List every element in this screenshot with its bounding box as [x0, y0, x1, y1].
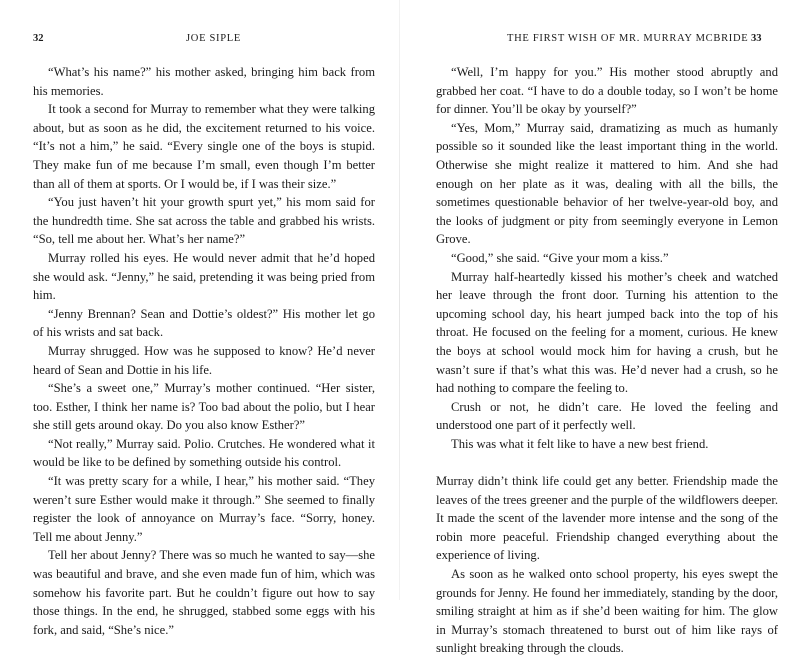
- paragraph: It took a second for Murray to remember what they were talking about, but as soon as he did, the excitement returned to his voice. “It’s not a him,” he said. “Every single one of the boys is stupid. They make fun of me because I’m small, even though I’m better than all of them at sports. Or I would be, if I was their size.”: [33, 102, 375, 191]
- page-body: [33, 63, 375, 639]
- paragraph: “Well, I’m happy for you.” His mother stood abruptly and grabbed her coat. “I have to do a double today, so I won’t be home for dinner. You’ll be okay by yourself?”: [436, 65, 778, 117]
- paragraph: “It was pretty scary for a while, I hear,” his mother said. “They weren’t sure Esther would make it through.” She seemed to finally register the look of annoyance on Murray’s face. “Sorry, honey. Tell me about Jenny.”: [33, 474, 375, 544]
- paragraph: Murray half-heartedly kissed his mother’s cheek and watched her leave through the front door. Turning his attention to the upcoming school day, his heart jumped back into the top of his throat. He focused on the feeling for a moment, curious. He knew the boys at school would mock him for having a crush, but he wasn’t sure if that’s what this was. He’d never had a crush, so he had nothing to compare the feeling to.: [436, 269, 778, 396]
- running-head-title: THE FIRST WISH OF MR. MURRAY MCBRIDE: [507, 33, 749, 44]
- paragraph: “Jenny Brennan? Sean and Dottie’s oldest?” His mother let go of his wrists and sat back.: [33, 306, 375, 340]
- paragraph: “She’s a sweet one,” Murray’s mother continued. “Her sister, too. Esther, I think her name is? Too bad about the polio, but I hear she still gets around okay. Do you also know Esther?”: [33, 381, 375, 433]
- paragraph: “Good,” she said. “Give your mom a kiss.”: [451, 250, 669, 265]
- paragraph: “Not really,” Murray said. Polio. Crutches. He wondered what it would be like to be defined by something outside his control.: [33, 436, 375, 470]
- paragraph: As soon as he walked onto school property, his eyes swept the grounds for Jenny. He found her immediately, standing by the door, smiling straight at him as if she’d been waiting for him. The glow in Murray’s stomach threatened to burst out of him like rays of sunlight breaking through the clouds.: [436, 567, 778, 656]
- page-body: [436, 63, 778, 658]
- paragraph: This was what it felt like to have a new best friend.: [451, 436, 709, 451]
- paragraph: “What’s his name?” his mother asked, bringing him back from his memories.: [33, 65, 375, 98]
- paragraph: Murray shrugged. How was he supposed to know? He’d never heard of Sean and Dottie in his life.: [33, 343, 375, 377]
- paragraph: Crush or not, he didn’t care. He loved the feeling and understood one part of it perfectly well.: [436, 399, 778, 433]
- paragraph: Tell her about Jenny? There was so much he wanted to say—she was beautiful and brave, and she even made fun of him, which was somehow his favorite part. But he couldn’t figure out how to say those things. In the end, he shrugged, stabbed some eggs with his fork, and said, “She’s nice.”: [33, 548, 375, 637]
- left-page: [0, 0, 400, 637]
- section-first-paragraph: Murray didn’t think life could get any better. Friendship made the leaves of the trees greener and the purple of the wildflowers deeper. It made the scent of the lavender more intense and the song of the robin more peaceful. Friendship changed everything about the experience of living.: [436, 474, 778, 563]
- page-number: 33: [751, 33, 762, 44]
- paragraph: “Yes, Mom,” Murray said, dramatizing as much as humanly possible so it sounded like the least important thing in the world. Otherwise she might realize it mattered to him. And she had enough on her plate as it was, dealing with all the bills, the sometimes questionable behavior of her twelve-year-old boy, and the looks of judgment or pity from seemingly everyone in Lemon Grove.: [436, 120, 778, 247]
- paragraph: “You just haven’t hit your growth spurt yet,” his mom said for the hundredth time. She sat across the table and grabbed his wrists. “So, tell me about her. What’s her name?”: [33, 195, 375, 247]
- page-number: 32: [33, 33, 44, 44]
- right-page: [400, 0, 800, 656]
- running-head-author: JOE SIPLE: [186, 33, 242, 44]
- paragraph: Murray rolled his eyes. He would never admit that he’d hoped she would ask. “Jenny,” he said, pretending it was being pried from him.: [33, 250, 375, 303]
